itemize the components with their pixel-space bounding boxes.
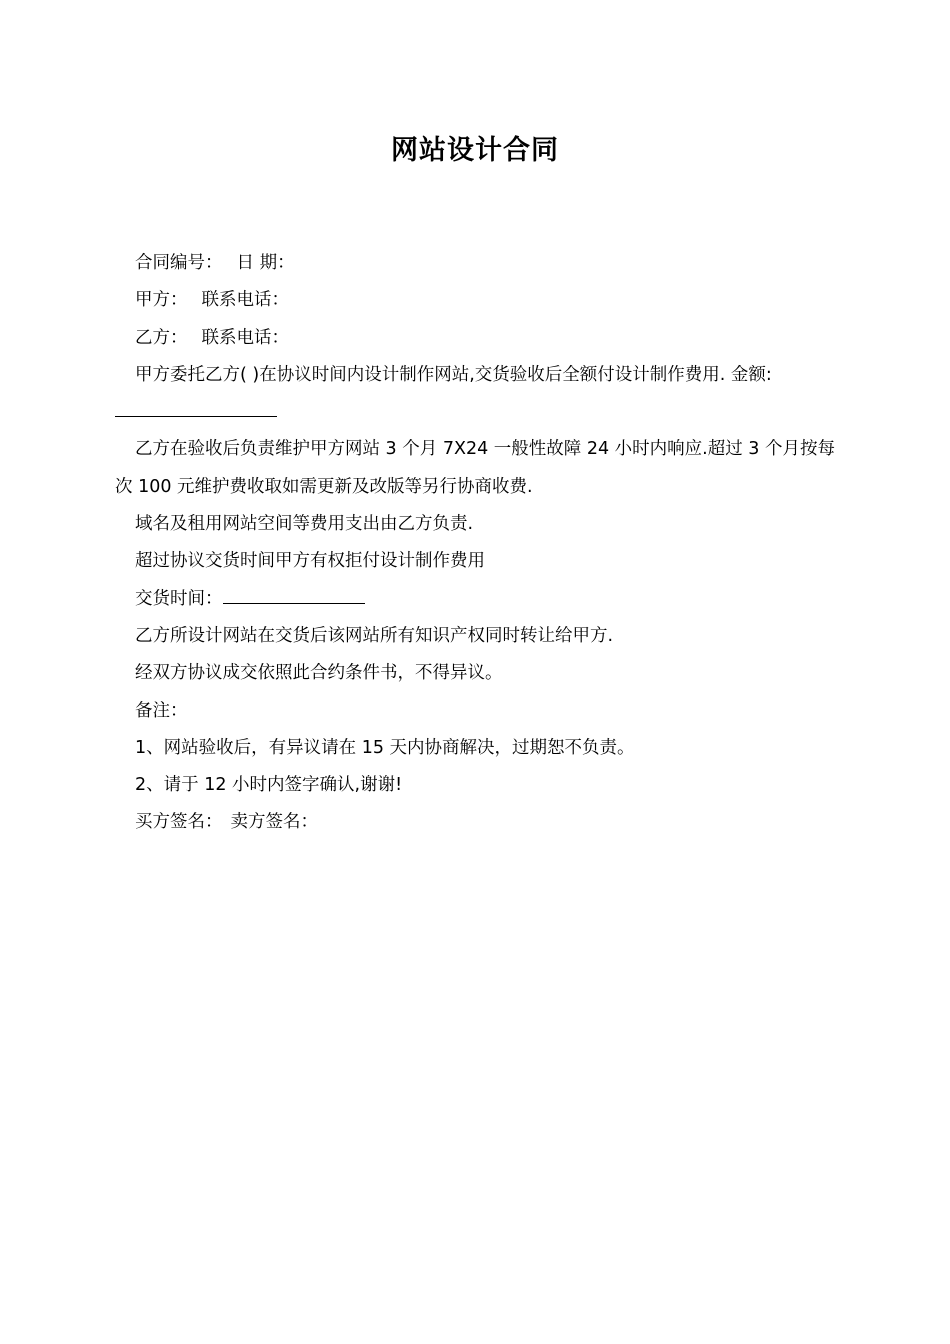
entrust-paragraph — [115, 357, 840, 432]
overdue-paragraph: 超过协议交货时间甲方有权拒付设计制作费用 — [135, 551, 485, 572]
ip-transfer-paragraph: 乙方所设计网站在交货后该网站所有知识产权同时转让给甲方. — [135, 625, 614, 646]
contract-number-line — [115, 245, 840, 282]
contract-number-label: 合同编号： — [135, 253, 223, 273]
buyer-signature-label: 买方签名： — [135, 812, 223, 833]
party-a-label: 甲方： — [135, 290, 188, 311]
delivery-time-label: 交货时间： — [135, 588, 223, 609]
signature-line — [115, 804, 840, 841]
document-title: 网站设计合同 — [391, 135, 559, 166]
party-a-line — [115, 282, 840, 319]
entrust-text: 甲方委托乙方( )在协议时间内设计制作网站,交货验收后全额付设计制作费用. 金额: — [135, 364, 772, 385]
document-body — [115, 245, 840, 842]
party-b-phone-label: 联系电话： — [201, 327, 289, 348]
remark-item-2: 2、请于 12 小时内签字确认,谢谢! — [135, 775, 403, 796]
party-b-line — [115, 320, 840, 357]
party-b-label: 乙方： — [135, 327, 188, 348]
date-label: 日 期： — [236, 253, 295, 273]
domain-paragraph: 域名及租用网站空间等费用支出由乙方负责. — [135, 514, 474, 535]
remark-item-1: 1、网站验收后，有异议请在 15 天内协商解决，过期恕不负责。 — [135, 737, 635, 758]
maintenance-paragraph: 乙方在验收后负责维护甲方网站 3 个月 7X24 一般性故障 24 小时内响应.超过 3 个月按每次 100 元维护费收取如需更新及改版等另行协商收费. — [115, 439, 835, 497]
agreement-paragraph: 经双方协议成交依照此合约条件书，不得异议。 — [135, 663, 503, 684]
party-a-phone-label: 联系电话： — [201, 290, 289, 311]
seller-signature-label: 卖方签名： — [230, 812, 318, 833]
delivery-time-blank-line — [223, 585, 365, 604]
delivery-time-line — [115, 581, 840, 618]
remarks-heading: 备注： — [135, 700, 188, 721]
amount-blank-line — [115, 398, 277, 417]
